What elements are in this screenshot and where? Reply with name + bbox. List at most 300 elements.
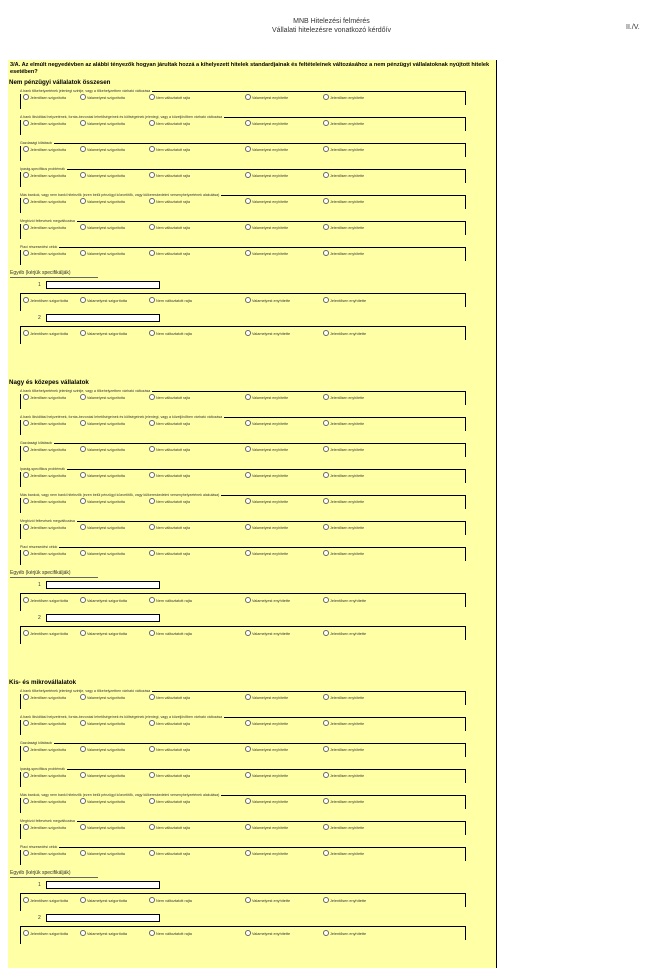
- radio-option[interactable]: [80, 330, 127, 337]
- radio-button[interactable]: [23, 897, 29, 903]
- radio-option[interactable]: [245, 850, 288, 857]
- radio-option[interactable]: [245, 472, 288, 479]
- radio-button[interactable]: [323, 798, 329, 804]
- radio-button[interactable]: [323, 746, 329, 752]
- radio-button[interactable]: [23, 297, 29, 303]
- radio-label: Jelentősen enyhítette: [330, 448, 365, 452]
- radio-button[interactable]: [323, 850, 329, 856]
- radio-option[interactable]: [23, 694, 66, 701]
- radio-option[interactable]: [323, 297, 366, 304]
- radio-label: Nem változtatott rajta: [156, 748, 190, 752]
- radio-option[interactable]: [80, 446, 125, 453]
- radio-option[interactable]: [23, 824, 66, 831]
- radio-button[interactable]: [23, 694, 29, 700]
- radio-label: Valamelyest enyhítette: [252, 200, 289, 204]
- radio-button[interactable]: [23, 850, 29, 856]
- radio-option[interactable]: [149, 694, 190, 701]
- radio-button[interactable]: [80, 746, 86, 752]
- radio-option[interactable]: [80, 597, 127, 604]
- radio-option[interactable]: [149, 446, 190, 453]
- other-factor-row: [8, 613, 496, 646]
- radio-button[interactable]: [23, 146, 29, 152]
- radio-option[interactable]: [323, 198, 364, 205]
- radio-button[interactable]: [23, 930, 29, 936]
- radio-option[interactable]: [80, 630, 127, 637]
- radio-button[interactable]: [323, 250, 329, 256]
- radio-option[interactable]: [245, 394, 288, 401]
- radio-option[interactable]: [23, 330, 68, 337]
- other-text-input[interactable]: [46, 881, 160, 889]
- radio-button[interactable]: [323, 772, 329, 778]
- radio-option[interactable]: [23, 297, 68, 304]
- radio-option[interactable]: [23, 597, 68, 604]
- radio-option[interactable]: [245, 446, 288, 453]
- radio-option[interactable]: [323, 394, 364, 401]
- radio-option[interactable]: [323, 550, 364, 557]
- radio-button[interactable]: [23, 720, 29, 726]
- group-border: [20, 847, 466, 848]
- radio-option[interactable]: [149, 146, 190, 153]
- radio-button[interactable]: [149, 746, 155, 752]
- radio-option[interactable]: [245, 772, 288, 779]
- radio-option[interactable]: [323, 850, 364, 857]
- radio-option[interactable]: [23, 394, 66, 401]
- group-border: [20, 169, 21, 187]
- radio-button[interactable]: [149, 250, 155, 256]
- radio-option[interactable]: [23, 146, 66, 153]
- radio-button[interactable]: [323, 297, 329, 303]
- radio-button[interactable]: [245, 146, 251, 152]
- radio-button[interactable]: [80, 94, 86, 100]
- radio-option[interactable]: [245, 597, 290, 604]
- radio-button[interactable]: [23, 420, 29, 426]
- radio-button[interactable]: [245, 897, 251, 903]
- radio-button[interactable]: [245, 420, 251, 426]
- radio-button[interactable]: [245, 446, 251, 452]
- radio-option[interactable]: [23, 746, 66, 753]
- radio-option[interactable]: [80, 772, 125, 779]
- radio-button[interactable]: [149, 850, 155, 856]
- radio-button[interactable]: [23, 224, 29, 230]
- radio-button[interactable]: [323, 498, 329, 504]
- radio-button[interactable]: [80, 897, 86, 903]
- radio-option[interactable]: [323, 224, 364, 231]
- radio-option[interactable]: [149, 297, 192, 304]
- radio-button[interactable]: [245, 394, 251, 400]
- radio-button[interactable]: [245, 297, 251, 303]
- radio-button[interactable]: [323, 524, 329, 530]
- radio-option[interactable]: [23, 446, 66, 453]
- radio-option[interactable]: [245, 550, 288, 557]
- radio-option[interactable]: [245, 146, 288, 153]
- radio-button[interactable]: [23, 394, 29, 400]
- radio-option[interactable]: [23, 472, 66, 479]
- radio-button[interactable]: [23, 550, 29, 556]
- radio-label: Jelentősen enyhítette: [330, 826, 365, 830]
- radio-button[interactable]: [80, 630, 86, 636]
- radio-option[interactable]: [245, 824, 288, 831]
- radio-button[interactable]: [245, 224, 251, 230]
- other-text-input[interactable]: [46, 581, 160, 589]
- radio-button[interactable]: [245, 694, 251, 700]
- radio-option[interactable]: [80, 498, 125, 505]
- group-border: [20, 626, 466, 627]
- radio-button[interactable]: [80, 597, 86, 603]
- radio-label: Jelentősen enyhítette: [330, 299, 367, 303]
- radio-option[interactable]: [149, 798, 190, 805]
- radio-button[interactable]: [245, 746, 251, 752]
- section-title: Kis- és mikrovállalatok: [9, 679, 77, 686]
- header-title: MNB Hitelezési felmérés: [293, 18, 370, 25]
- radio-option[interactable]: [80, 524, 125, 531]
- radio-option[interactable]: [80, 172, 125, 179]
- radio-button[interactable]: [245, 630, 251, 636]
- radio-button[interactable]: [23, 772, 29, 778]
- radio-button[interactable]: [23, 524, 29, 530]
- radio-option[interactable]: [149, 772, 190, 779]
- radio-button[interactable]: [323, 330, 329, 336]
- radio-option[interactable]: [245, 720, 288, 727]
- radio-option[interactable]: [23, 120, 66, 127]
- radio-button[interactable]: [149, 824, 155, 830]
- radio-button[interactable]: [245, 94, 251, 100]
- radio-option[interactable]: [149, 172, 190, 179]
- radio-button[interactable]: [23, 198, 29, 204]
- radio-button[interactable]: [23, 330, 29, 336]
- radio-option[interactable]: [245, 297, 290, 304]
- radio-button[interactable]: [323, 120, 329, 126]
- radio-button[interactable]: [149, 930, 155, 936]
- radio-button[interactable]: [323, 824, 329, 830]
- radio-option[interactable]: [149, 746, 190, 753]
- radio-option[interactable]: [245, 330, 290, 337]
- radio-label: Jelentősen enyhítette: [330, 96, 365, 100]
- other-text-input[interactable]: [46, 614, 160, 622]
- radio-option[interactable]: [149, 224, 190, 231]
- radio-button[interactable]: [80, 172, 86, 178]
- radio-option[interactable]: [80, 897, 127, 904]
- radio-option[interactable]: [80, 472, 125, 479]
- radio-button[interactable]: [149, 798, 155, 804]
- factor-row: [8, 243, 496, 269]
- radio-option[interactable]: [323, 446, 364, 453]
- radio-button[interactable]: [245, 198, 251, 204]
- radio-label: Valamelyest enyhítette: [252, 332, 291, 336]
- radio-button[interactable]: [80, 798, 86, 804]
- radio-option[interactable]: [23, 850, 66, 857]
- radio-button[interactable]: [245, 330, 251, 336]
- radio-option[interactable]: [323, 630, 366, 637]
- radio-option[interactable]: [149, 330, 192, 337]
- radio-option[interactable]: [80, 420, 125, 427]
- radio-option[interactable]: [323, 330, 366, 337]
- radio-button[interactable]: [23, 498, 29, 504]
- radio-button[interactable]: [149, 498, 155, 504]
- radio-option[interactable]: [23, 720, 66, 727]
- other-text-input[interactable]: [46, 914, 160, 922]
- radio-button[interactable]: [245, 550, 251, 556]
- radio-button[interactable]: [149, 94, 155, 100]
- radio-option[interactable]: [245, 250, 288, 257]
- radio-button[interactable]: [323, 597, 329, 603]
- group-border: [20, 893, 21, 911]
- radio-button[interactable]: [149, 394, 155, 400]
- radio-button[interactable]: [149, 772, 155, 778]
- radio-option[interactable]: [149, 930, 192, 937]
- radio-button[interactable]: [23, 94, 29, 100]
- radio-button[interactable]: [80, 420, 86, 426]
- radio-button[interactable]: [80, 446, 86, 452]
- radio-option[interactable]: [323, 824, 364, 831]
- radio-button[interactable]: [149, 897, 155, 903]
- radio-button[interactable]: [149, 297, 155, 303]
- radio-button[interactable]: [149, 120, 155, 126]
- radio-button[interactable]: [80, 772, 86, 778]
- radio-option[interactable]: [23, 224, 66, 231]
- radio-button[interactable]: [23, 746, 29, 752]
- other-label: Egyéb (kérjük specifikálják): [10, 570, 71, 576]
- radio-button[interactable]: [323, 630, 329, 636]
- radio-button[interactable]: [323, 446, 329, 452]
- factor-row: [8, 491, 496, 517]
- radio-option[interactable]: [149, 550, 190, 557]
- radio-label: Valamelyest enyhítette: [252, 932, 291, 936]
- radio-button[interactable]: [245, 472, 251, 478]
- radio-button[interactable]: [323, 720, 329, 726]
- radio-option[interactable]: [149, 597, 192, 604]
- radio-button[interactable]: [23, 120, 29, 126]
- radio-button[interactable]: [80, 330, 86, 336]
- radio-button[interactable]: [245, 524, 251, 530]
- radio-option[interactable]: [23, 498, 66, 505]
- radio-option[interactable]: [323, 597, 366, 604]
- radio-option[interactable]: [245, 498, 288, 505]
- radio-button[interactable]: [149, 694, 155, 700]
- radio-button[interactable]: [245, 250, 251, 256]
- radio-option[interactable]: [80, 94, 125, 101]
- radio-option[interactable]: [323, 420, 364, 427]
- radio-option[interactable]: [323, 120, 364, 127]
- radio-option[interactable]: [245, 930, 290, 937]
- radio-option[interactable]: [23, 930, 68, 937]
- radio-button[interactable]: [149, 420, 155, 426]
- radio-option[interactable]: [323, 930, 366, 937]
- radio-button[interactable]: [80, 850, 86, 856]
- other-text-input[interactable]: [46, 314, 160, 322]
- radio-button[interactable]: [80, 198, 86, 204]
- radio-option[interactable]: [80, 120, 125, 127]
- radio-option[interactable]: [80, 224, 125, 231]
- radio-option[interactable]: [323, 720, 364, 727]
- radio-option[interactable]: [245, 798, 288, 805]
- radio-option[interactable]: [23, 772, 66, 779]
- radio-button[interactable]: [149, 198, 155, 204]
- radio-label: Jelentősen szigorította: [30, 774, 66, 778]
- radio-option[interactable]: [323, 524, 364, 531]
- other-text-input[interactable]: [46, 281, 160, 289]
- factor-label: Piaci részesedési célok: [20, 845, 58, 849]
- radio-button[interactable]: [245, 850, 251, 856]
- radio-button[interactable]: [245, 498, 251, 504]
- radio-label: Valamelyest szigorította: [87, 748, 125, 752]
- radio-option[interactable]: [245, 630, 290, 637]
- radio-option[interactable]: [245, 224, 288, 231]
- radio-option[interactable]: [80, 824, 125, 831]
- radio-option[interactable]: [323, 472, 364, 479]
- radio-button[interactable]: [80, 930, 86, 936]
- radio-button[interactable]: [23, 597, 29, 603]
- radio-button[interactable]: [80, 224, 86, 230]
- radio-option[interactable]: [23, 897, 68, 904]
- radio-option[interactable]: [80, 146, 125, 153]
- radio-button[interactable]: [245, 720, 251, 726]
- radio-option[interactable]: [149, 850, 190, 857]
- radio-option[interactable]: [149, 420, 190, 427]
- radio-option[interactable]: [23, 172, 66, 179]
- radio-option[interactable]: [80, 930, 127, 937]
- radio-option[interactable]: [245, 746, 288, 753]
- radio-button[interactable]: [149, 224, 155, 230]
- radio-option[interactable]: [23, 798, 66, 805]
- radio-option[interactable]: [149, 524, 190, 531]
- radio-button[interactable]: [323, 472, 329, 478]
- radio-button[interactable]: [323, 930, 329, 936]
- radio-button[interactable]: [323, 198, 329, 204]
- radio-option[interactable]: [80, 394, 125, 401]
- radio-button[interactable]: [149, 146, 155, 152]
- radio-option[interactable]: [149, 824, 190, 831]
- radio-option[interactable]: [23, 550, 66, 557]
- radio-option[interactable]: [245, 198, 288, 205]
- radio-label: Jelentősen enyhítette: [330, 899, 367, 903]
- radio-button[interactable]: [80, 394, 86, 400]
- radio-button[interactable]: [80, 720, 86, 726]
- radio-option[interactable]: [23, 420, 66, 427]
- radio-button[interactable]: [80, 694, 86, 700]
- radio-button[interactable]: [245, 824, 251, 830]
- radio-button[interactable]: [80, 250, 86, 256]
- radio-button[interactable]: [80, 824, 86, 830]
- radio-option[interactable]: [149, 198, 190, 205]
- radio-option[interactable]: [80, 198, 125, 205]
- radio-button[interactable]: [80, 498, 86, 504]
- radio-option[interactable]: [323, 746, 364, 753]
- radio-button[interactable]: [323, 897, 329, 903]
- radio-option[interactable]: [323, 772, 364, 779]
- radio-button[interactable]: [149, 630, 155, 636]
- radio-button[interactable]: [80, 297, 86, 303]
- radio-button[interactable]: [23, 798, 29, 804]
- radio-option[interactable]: [149, 720, 190, 727]
- radio-button[interactable]: [245, 597, 251, 603]
- radio-option[interactable]: [80, 746, 125, 753]
- radio-option[interactable]: [323, 146, 364, 153]
- radio-button[interactable]: [23, 446, 29, 452]
- radio-option[interactable]: [23, 524, 66, 531]
- radio-option[interactable]: [245, 420, 288, 427]
- radio-button[interactable]: [149, 330, 155, 336]
- radio-button[interactable]: [323, 550, 329, 556]
- radio-label: Valamelyest enyhítette: [252, 899, 291, 903]
- radio-option[interactable]: [149, 94, 190, 101]
- radio-button[interactable]: [245, 930, 251, 936]
- radio-button[interactable]: [245, 120, 251, 126]
- radio-button[interactable]: [149, 472, 155, 478]
- radio-button[interactable]: [149, 524, 155, 530]
- radio-option[interactable]: [149, 498, 190, 505]
- radio-option[interactable]: [149, 630, 192, 637]
- radio-option[interactable]: [80, 798, 125, 805]
- radio-option[interactable]: [80, 550, 125, 557]
- radio-button[interactable]: [323, 420, 329, 426]
- radio-button[interactable]: [23, 172, 29, 178]
- radio-button[interactable]: [23, 630, 29, 636]
- radio-option[interactable]: [149, 250, 190, 257]
- radio-option[interactable]: [23, 250, 66, 257]
- radio-button[interactable]: [323, 224, 329, 230]
- radio-button[interactable]: [149, 720, 155, 726]
- radio-option[interactable]: [80, 720, 125, 727]
- radio-button[interactable]: [80, 524, 86, 530]
- radio-option[interactable]: [23, 630, 68, 637]
- radio-option[interactable]: [323, 250, 364, 257]
- radio-button[interactable]: [149, 597, 155, 603]
- radio-button[interactable]: [245, 798, 251, 804]
- radio-button[interactable]: [323, 172, 329, 178]
- radio-option[interactable]: [323, 94, 364, 101]
- radio-option[interactable]: [323, 897, 366, 904]
- radio-button[interactable]: [80, 120, 86, 126]
- radio-option[interactable]: [245, 120, 288, 127]
- radio-option[interactable]: [80, 850, 125, 857]
- radio-option[interactable]: [323, 798, 364, 805]
- radio-option[interactable]: [323, 172, 364, 179]
- radio-button[interactable]: [323, 394, 329, 400]
- radio-button[interactable]: [149, 550, 155, 556]
- radio-option[interactable]: [245, 897, 290, 904]
- radio-option[interactable]: [245, 172, 288, 179]
- radio-option[interactable]: [23, 198, 66, 205]
- radio-button[interactable]: [245, 772, 251, 778]
- radio-button[interactable]: [80, 146, 86, 152]
- radio-option[interactable]: [245, 694, 288, 701]
- group-border: [20, 247, 466, 248]
- radio-option[interactable]: [245, 94, 288, 101]
- radio-button[interactable]: [80, 550, 86, 556]
- radio-button[interactable]: [149, 172, 155, 178]
- radio-button[interactable]: [149, 446, 155, 452]
- radio-option[interactable]: [149, 897, 192, 904]
- radio-option[interactable]: [323, 694, 364, 701]
- radio-option[interactable]: [149, 120, 190, 127]
- radio-option[interactable]: [23, 94, 66, 101]
- radio-button[interactable]: [323, 694, 329, 700]
- radio-option[interactable]: [149, 472, 190, 479]
- radio-option[interactable]: [323, 498, 364, 505]
- radio-button[interactable]: [323, 94, 329, 100]
- radio-button[interactable]: [23, 824, 29, 830]
- radio-option[interactable]: [80, 694, 125, 701]
- radio-button[interactable]: [80, 472, 86, 478]
- radio-button[interactable]: [23, 250, 29, 256]
- radio-option[interactable]: [80, 250, 125, 257]
- radio-option[interactable]: [149, 394, 190, 401]
- radio-option[interactable]: [80, 297, 127, 304]
- radio-button[interactable]: [23, 472, 29, 478]
- radio-option[interactable]: [245, 524, 288, 531]
- radio-button[interactable]: [245, 172, 251, 178]
- radio-button[interactable]: [323, 146, 329, 152]
